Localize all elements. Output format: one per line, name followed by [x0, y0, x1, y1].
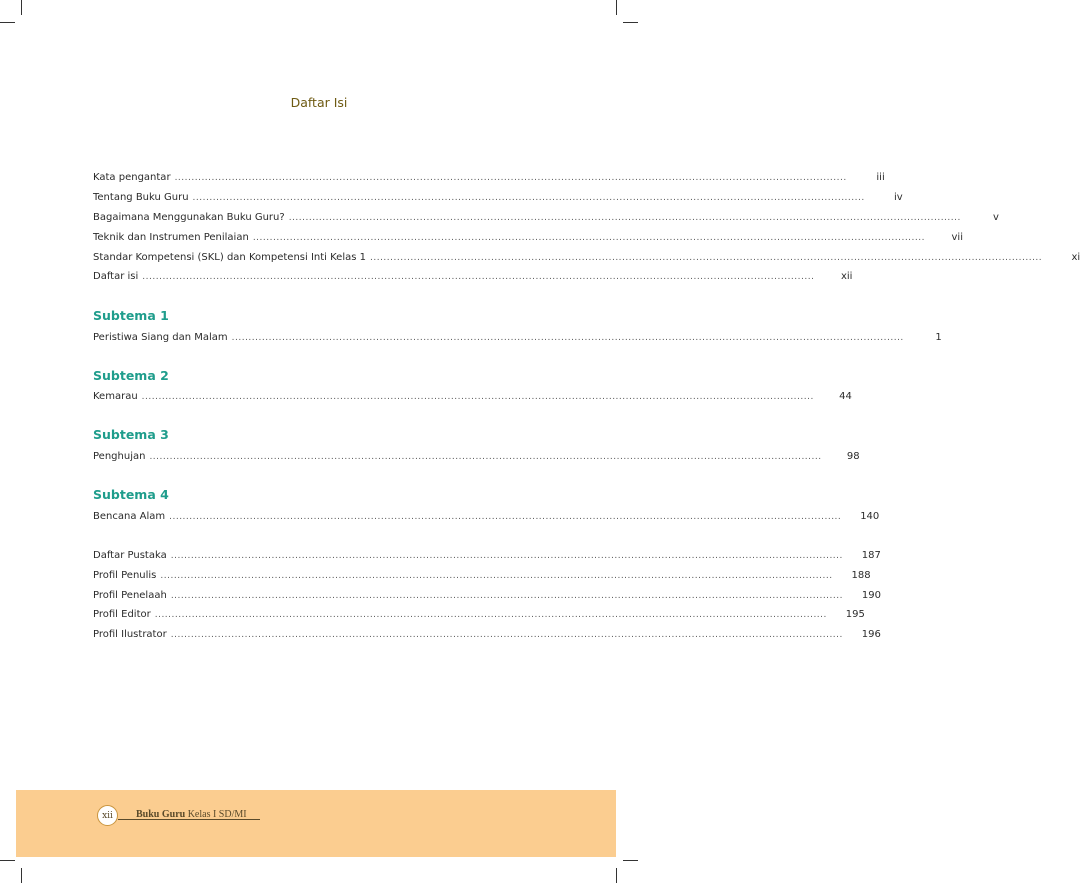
crop-mark: [21, 0, 22, 15]
crop-mark: [616, 0, 617, 15]
toc-entry-label: Bencana Alam: [93, 511, 166, 522]
toc-entry-page: 196: [861, 629, 881, 640]
leader-dots: ........................................................................................................................................................................................................: [174, 173, 847, 183]
crop-mark: [616, 868, 617, 883]
toc-entry[interactable]: [93, 168, 885, 184]
toc-entry-label: Peristiwa Siang dan Malam: [93, 332, 228, 343]
toc-entry-page: v: [992, 212, 999, 223]
toc-entry-label: Profil Editor: [93, 609, 151, 620]
toc-entry[interactable]: [93, 248, 1080, 264]
page-title: Daftar Isi: [290, 95, 348, 110]
leader-dots: ........................................................................................................................................................................................................: [142, 272, 815, 282]
crop-mark: [0, 860, 15, 861]
toc-entry[interactable]: [93, 566, 871, 582]
leader-dots: ........................................................................................................................................................................................................: [170, 551, 843, 561]
toc-entry[interactable]: [93, 586, 881, 602]
toc-entry-label: Bagaimana Menggunakan Buku Guru?: [93, 212, 285, 223]
toc-entry-label: Tentang Buku Guru: [93, 192, 189, 203]
toc-entry-page: 1: [935, 332, 942, 343]
toc-entry[interactable]: [93, 447, 860, 463]
leader-dots: ........................................................................................................................................................................................................: [231, 333, 904, 343]
crop-mark: [623, 860, 638, 861]
toc-entry-label: Teknik dan Instrumen Penilaian: [93, 232, 249, 243]
toc-entry-page: 44: [839, 391, 852, 402]
leader-dots: ........................................................................................................................................................................................................: [170, 591, 843, 601]
toc-entry-label: Penghujan: [93, 451, 146, 462]
toc-entry-page: 98: [846, 451, 860, 462]
toc-entry-page: xii: [840, 271, 853, 282]
crop-mark: [623, 22, 638, 23]
toc-entry-label: Daftar isi: [93, 271, 139, 282]
toc-entry-label: Standar Kompetensi (SKL) dan Kompetensi Inti Kelas 1: [93, 252, 366, 263]
crop-mark: [21, 868, 22, 883]
subtema-heading: Subtema 2: [93, 368, 169, 383]
toc-entry-label: Profil Ilustrator: [93, 629, 167, 640]
leader-dots: ........................................................................................................................................................................................................: [141, 392, 814, 402]
toc-entry-page: 190: [861, 590, 881, 601]
leader-dots: ........................................................................................................................................................................................................: [192, 193, 865, 203]
toc-entry-page: 195: [845, 609, 865, 620]
toc-entry[interactable]: [93, 546, 881, 562]
subtema-heading: Subtema 3: [93, 427, 169, 442]
leader-dots: ........................................................................................................................................................................................................: [154, 610, 827, 620]
toc-entry-page: xi: [1071, 252, 1080, 263]
toc-entry-page: iii: [876, 172, 885, 183]
crop-mark: [0, 22, 15, 23]
toc-entry-label: Kemarau: [93, 391, 138, 402]
book-title-rest: Kelas I SD/MI: [185, 809, 247, 820]
leader-dots: ........................................................................................................................................................................................................: [169, 512, 842, 522]
toc-entry[interactable]: [93, 328, 942, 344]
footer-band: [16, 790, 616, 857]
leader-dots: ........................................................................................................................................................................................................: [288, 213, 961, 223]
toc-entry[interactable]: [93, 188, 903, 204]
page-number-badge: xii: [97, 805, 118, 826]
book-title: [136, 809, 247, 820]
subtema-heading: Subtema 4: [93, 487, 169, 502]
toc-entry-label: Profil Penulis: [93, 570, 157, 581]
toc-entry[interactable]: [93, 507, 880, 523]
leader-dots: ........................................................................................................................................................................................................: [252, 233, 925, 243]
toc-entry-page: iv: [894, 192, 903, 203]
toc-entry-label: Kata pengantar: [93, 172, 171, 183]
book-title-bold: Buku Guru: [136, 809, 186, 820]
toc-entry[interactable]: [93, 625, 881, 641]
toc-entry-page: 187: [861, 550, 881, 561]
leader-dots: ........................................................................................................................................................................................................: [149, 452, 822, 462]
toc-entry-label: Daftar Pustaka: [93, 550, 167, 561]
toc-entry-label: Profil Penelaah: [93, 590, 167, 601]
toc-entry[interactable]: [93, 387, 852, 403]
toc-entry-page: 140: [860, 511, 880, 522]
toc-entry-page: vii: [951, 232, 963, 243]
leader-dots: ........................................................................................................................................................................................................: [160, 571, 833, 581]
toc-entry[interactable]: [93, 228, 963, 244]
subtema-heading: Subtema 1: [93, 308, 169, 323]
leader-dots: ........................................................................................................................................................................................................: [170, 630, 843, 640]
toc-entry[interactable]: [93, 605, 865, 621]
toc-entry-page: 188: [851, 570, 871, 581]
leader-dots: ........................................................................................................................................................................................................: [369, 253, 1043, 263]
toc-entry[interactable]: [93, 267, 853, 283]
toc-entry[interactable]: [93, 208, 999, 224]
